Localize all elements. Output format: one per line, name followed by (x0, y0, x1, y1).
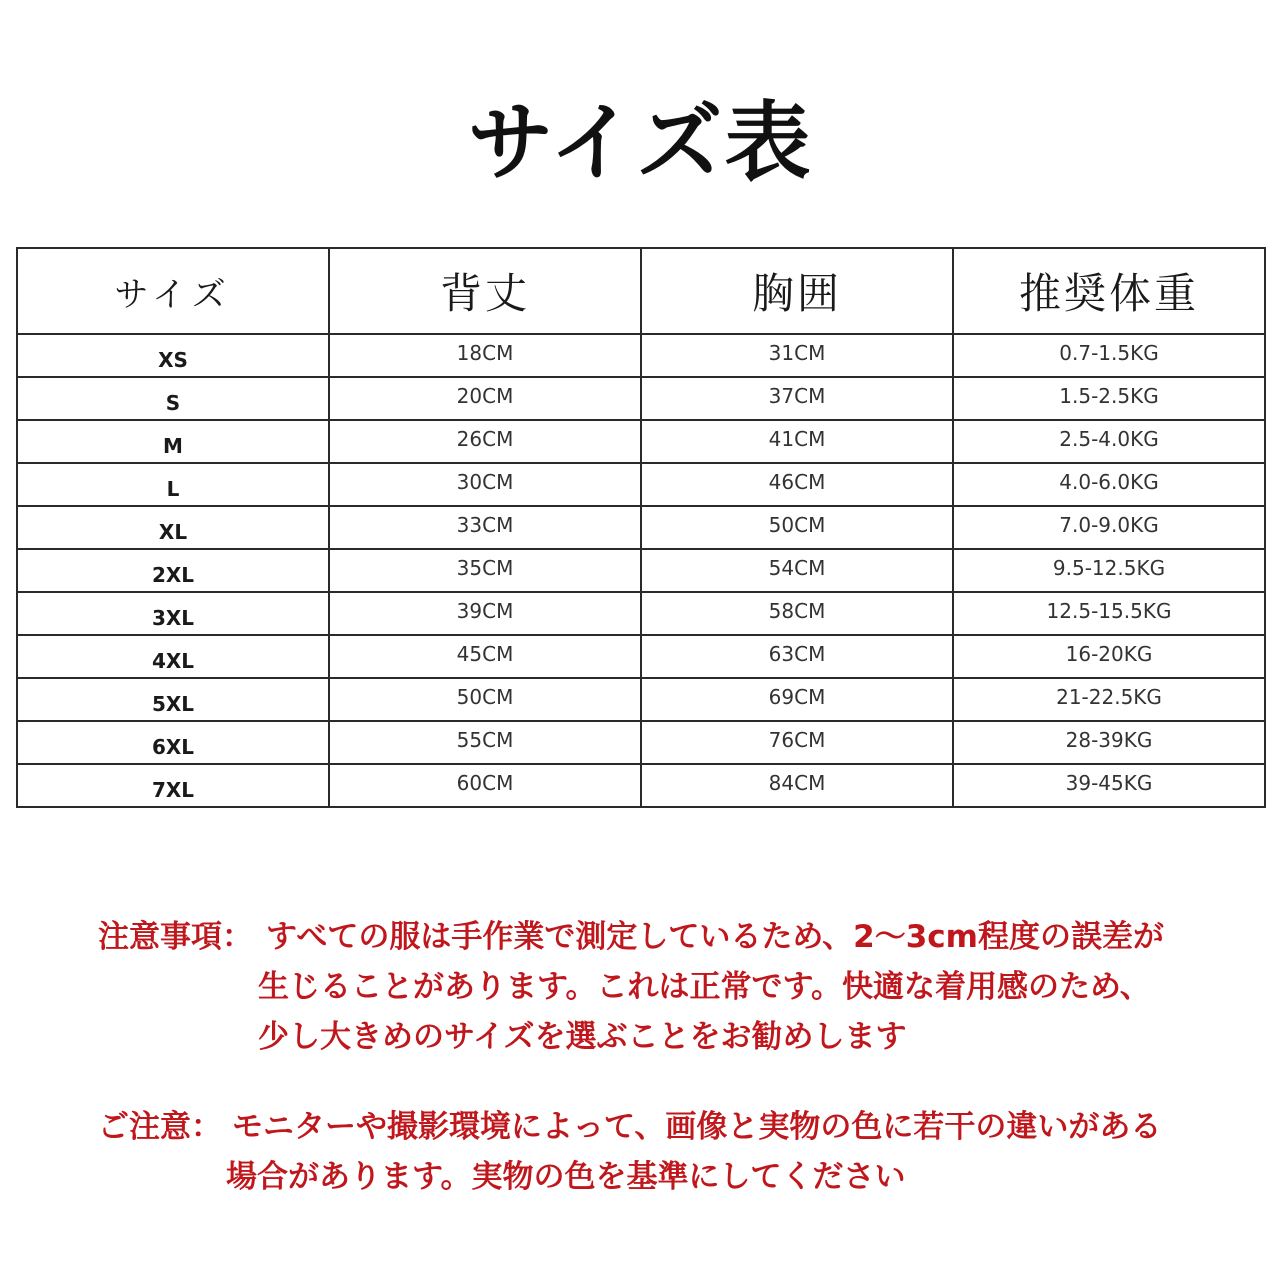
table-row (17, 334, 1265, 377)
table-row (17, 420, 1265, 463)
chest-cell: 63CM (641, 635, 953, 678)
size-cell: 7XL (17, 764, 329, 807)
chest-cell: 76CM (641, 721, 953, 764)
size-cell: 3XL (17, 592, 329, 635)
back-length-cell: 20CM (329, 377, 641, 420)
table-row (17, 377, 1265, 420)
table-row (17, 764, 1265, 807)
chest-cell: 31CM (641, 334, 953, 377)
table-row (17, 721, 1265, 764)
table-row (17, 463, 1265, 506)
header-back-length: 背丈 (329, 248, 641, 334)
back-length-cell: 60CM (329, 764, 641, 807)
table-header-row (17, 248, 1265, 334)
size-cell: XS (17, 334, 329, 377)
header-chest: 胸囲 (641, 248, 953, 334)
chest-cell: 69CM (641, 678, 953, 721)
chest-cell: 37CM (641, 377, 953, 420)
header-recommended-weight: 推奨体重 (953, 248, 1265, 334)
size-cell: 5XL (17, 678, 329, 721)
back-length-cell: 26CM (329, 420, 641, 463)
weight-cell: 16-20KG (953, 635, 1265, 678)
size-table (16, 247, 1266, 808)
weight-cell: 12.5-15.5KG (953, 592, 1265, 635)
size-cell: S (17, 377, 329, 420)
table-body (17, 334, 1265, 807)
page-title: サイズ表 (467, 93, 813, 193)
chest-cell: 58CM (641, 592, 953, 635)
size-cell: L (17, 463, 329, 506)
back-length-cell: 39CM (329, 592, 641, 635)
table-row (17, 678, 1265, 721)
weight-cell: 7.0-9.0KG (953, 506, 1265, 549)
weight-cell: 39-45KG (953, 764, 1265, 807)
back-length-cell: 55CM (329, 721, 641, 764)
back-length-cell: 50CM (329, 678, 641, 721)
chest-cell: 84CM (641, 764, 953, 807)
size-cell: 6XL (17, 721, 329, 764)
size-cell: 2XL (17, 549, 329, 592)
size-cell: M (17, 420, 329, 463)
weight-cell: 21-22.5KG (953, 678, 1265, 721)
back-length-cell: 35CM (329, 549, 641, 592)
header-size: サイズ (17, 248, 329, 334)
back-length-cell: 18CM (329, 334, 641, 377)
weight-cell: 1.5-2.5KG (953, 377, 1265, 420)
weight-cell: 9.5-12.5KG (953, 549, 1265, 592)
size-cell: XL (17, 506, 329, 549)
caution-note (98, 912, 1198, 1062)
weight-cell: 0.7-1.5KG (953, 334, 1265, 377)
color-note-line: モニターや撮影環境によって、画像と実物の色に若干の違いがある (232, 1109, 1162, 1145)
chest-cell: 46CM (641, 463, 953, 506)
back-length-cell: 45CM (329, 635, 641, 678)
color-note-line: 場合があります。実物の色を基準にしてください (226, 1159, 906, 1195)
table-row (17, 635, 1265, 678)
caution-line: すべての服は手作業で測定しているため、2～3cm程度の誤差が (266, 919, 1164, 955)
caution-line: 少し大きめのサイズを選ぶことをお勧めします (258, 1019, 907, 1055)
table-row (17, 592, 1265, 635)
weight-cell: 4.0-6.0KG (953, 463, 1265, 506)
caution-label: 注意事項： (98, 919, 253, 955)
color-note-label: ご注意： (98, 1109, 222, 1145)
color-note (98, 1102, 1198, 1202)
back-length-cell: 30CM (329, 463, 641, 506)
table-row (17, 549, 1265, 592)
weight-cell: 2.5-4.0KG (953, 420, 1265, 463)
back-length-cell: 33CM (329, 506, 641, 549)
chest-cell: 41CM (641, 420, 953, 463)
weight-cell: 28-39KG (953, 721, 1265, 764)
chest-cell: 54CM (641, 549, 953, 592)
chest-cell: 50CM (641, 506, 953, 549)
size-cell: 4XL (17, 635, 329, 678)
table-row (17, 506, 1265, 549)
caution-line: 生じることがあります。これは正常です。快適な着用感のため、 (258, 969, 1151, 1005)
